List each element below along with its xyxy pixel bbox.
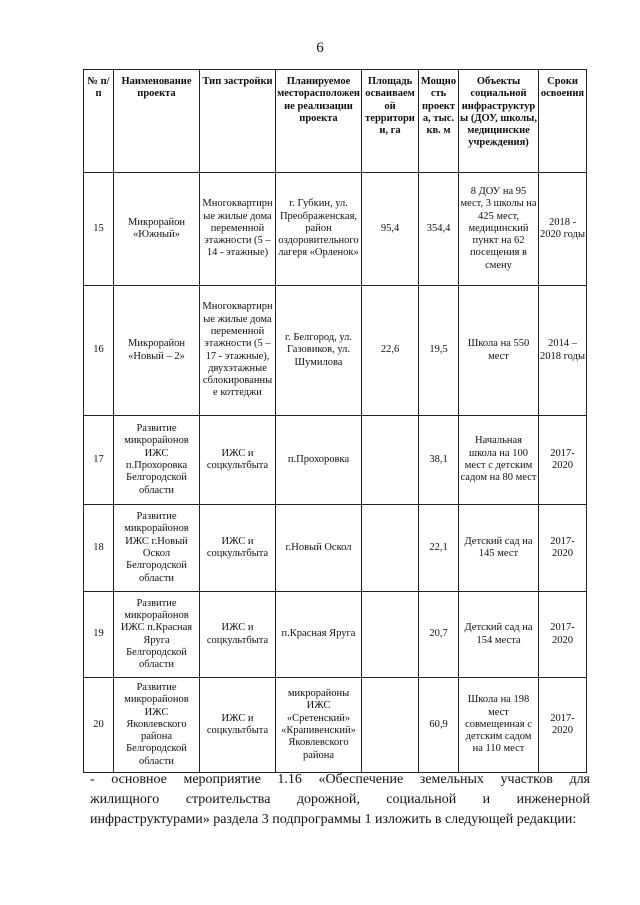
table-row [84,678,587,773]
cell-area [362,678,419,773]
table-row [84,505,587,592]
cell-project-name: Развитие микрорайонов ИЖС п.Прохоровка Белгородской области [114,416,200,505]
cell-capacity: 22,1 [419,505,459,592]
cell-building-type: ИЖС и соцкультбыта [200,678,276,773]
header-area: Площадь осваиваемой территории, га [362,70,419,173]
paragraph-line-2: жилищного строительства дорожной, социальной и инженерной [90,792,590,807]
cell-location: микрорайоны ИЖС «Сретенский» «Крапивенский» Яковлевского района [276,678,362,773]
cell-location: п.Красная Яруга [276,592,362,678]
cell-terms: 2017-2020 [539,505,587,592]
cell-number: 20 [84,678,114,773]
cell-capacity: 20,7 [419,592,459,678]
cell-number: 15 [84,173,114,286]
paragraph-line-1: - основное мероприятие 1.16 «Обеспечение земельных участков для [90,772,590,787]
cell-building-type: Многоквартирные жилые дома переменной этажности (5 – 17 - этажные), двухэтажные сблокированные коттеджи [200,286,276,416]
cell-project-name: Развитие микрорайонов ИЖС п.Красная Яруга Белгородской области [114,592,200,678]
cell-project-name: Развитие микрорайонов ИЖС Яковлевского района Белгородской области [114,678,200,773]
cell-capacity: 354,4 [419,173,459,286]
cell-social-objects: Школа на 198 мест совмещенная с детским садом на 110 мест [459,678,539,773]
cell-area [362,505,419,592]
cell-number: 19 [84,592,114,678]
cell-capacity: 19,5 [419,286,459,416]
cell-number: 18 [84,505,114,592]
cell-social-objects: Детский сад на 145 мест [459,505,539,592]
cell-social-objects: Начальная школа на 100 мест с детским садом на 80 мест [459,416,539,505]
cell-location: г.Новый Оскол [276,505,362,592]
paragraph-line-3: инфраструктурами» раздела 3 подпрограммы 1 изложить в следующей редакции: [90,812,577,827]
header-project-name: Наименование проекта [114,70,200,173]
cell-social-objects: Детский сад на 154 места [459,592,539,678]
projects-table [83,69,587,773]
cell-number: 16 [84,286,114,416]
cell-terms: 2018 - 2020 годы [539,173,587,286]
cell-project-name: Микрорайон «Новый – 2» [114,286,200,416]
header-number: № п/п [84,70,114,173]
cell-social-objects: Школа на 550 мест [459,286,539,416]
table-header-row [84,70,587,173]
cell-terms: 2014 – 2018 годы [539,286,587,416]
cell-terms: 2017-2020 [539,678,587,773]
table-row [84,286,587,416]
cell-number: 17 [84,416,114,505]
table-row [84,592,587,678]
cell-area [362,592,419,678]
page-number: 6 [316,40,324,56]
header-location: Планируемое месторасположение реализации проекта [276,70,362,173]
header-terms: Сроки освоения [539,70,587,173]
cell-location: г. Белгород, ул. Газовиков, ул. Шумилова [276,286,362,416]
cell-building-type: ИЖС и соцкультбыта [200,505,276,592]
cell-area [362,416,419,505]
cell-building-type: Многоквартирные жилые дома переменной этажности (5 – 14 - этажные) [200,173,276,286]
cell-building-type: ИЖС и соцкультбыта [200,416,276,505]
header-capacity: Мощность проекта, тыс. кв. м [419,70,459,173]
cell-location: г. Губкин, ул. Преображенская, район оздоровительного лагеря «Орленок» [276,173,362,286]
table-row [84,173,587,286]
header-building-type: Тип застройки [200,70,276,173]
cell-building-type: ИЖС и соцкультбыта [200,592,276,678]
cell-terms: 2017-2020 [539,416,587,505]
cell-location: п.Прохоровка [276,416,362,505]
cell-area: 95,4 [362,173,419,286]
cell-capacity: 38,1 [419,416,459,505]
cell-project-name: Развитие микрорайонов ИЖС г.Новый Оскол Белгородской области [114,505,200,592]
cell-capacity: 60,9 [419,678,459,773]
cell-social-objects: 8 ДОУ на 95 мест, 3 школы на 425 мест, медицинский пункт на 62 посещения в смену [459,173,539,286]
table-row [84,416,587,505]
cell-area: 22,6 [362,286,419,416]
cell-project-name: Микрорайон «Южный» [114,173,200,286]
body-paragraph [90,770,590,830]
header-social-objects: Объекты социальной инфраструктуры (ДОУ, школы, медицинские учреждения) [459,70,539,173]
cell-terms: 2017-2020 [539,592,587,678]
